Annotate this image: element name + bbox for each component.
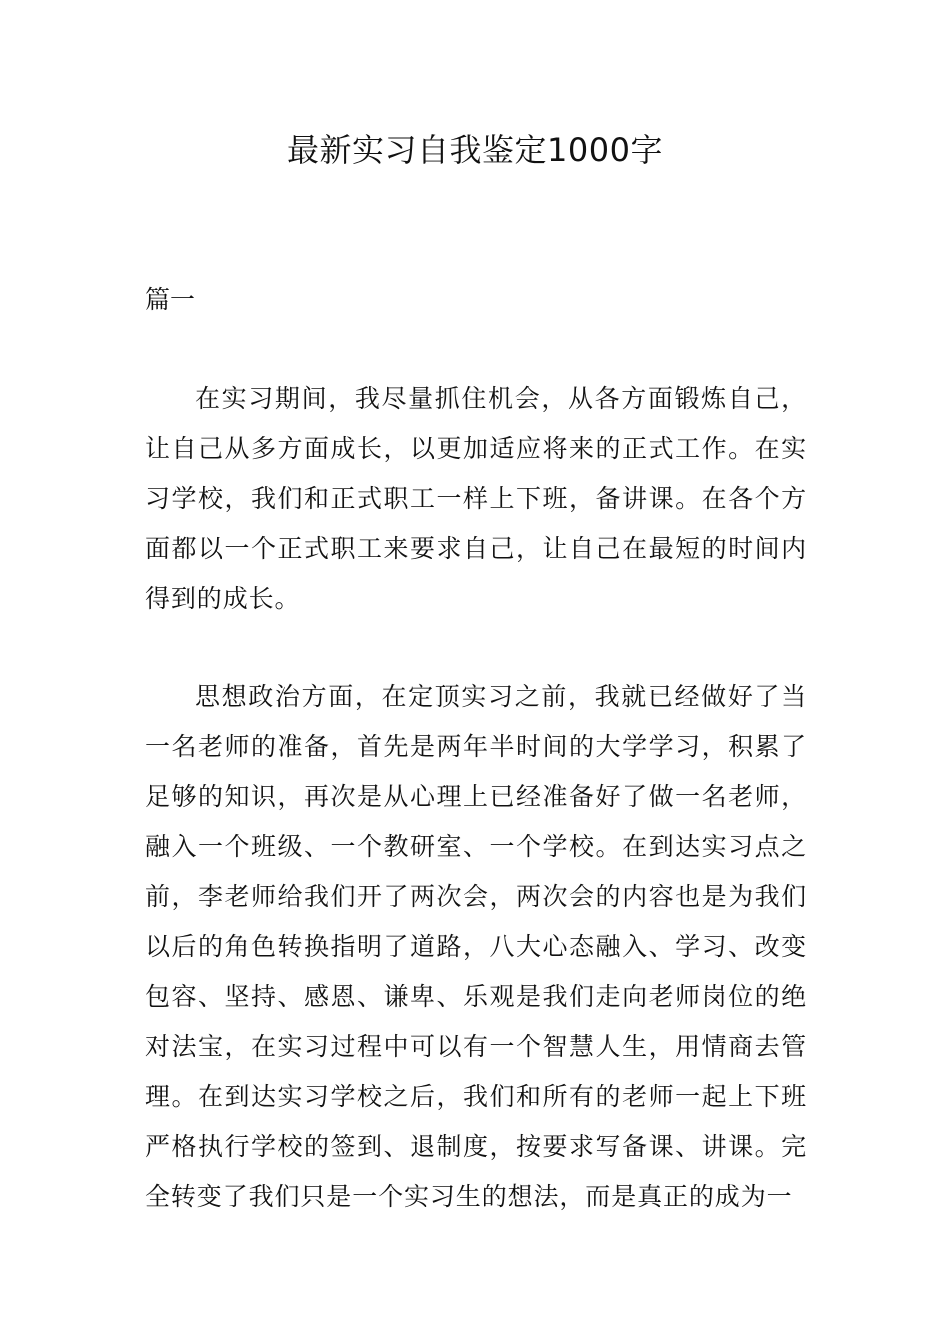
document-title: 最新实习自我鉴定1000字 <box>287 131 663 169</box>
section-label: 篇一 <box>145 285 196 314</box>
paragraph-1: 在实习期间，我尽量抓住机会，从各方面锻炼自己，让自己从多方面成长，以更加适应将来的正式工作。在实习学校，我们和正式职工一样上下班，备讲课。在各个方面都以一个正式职工来要求自己，让自己在最短的时间内得到的成长。 <box>145 384 807 613</box>
paragraph-2: 思想政治方面，在定顶实习之前，我就已经做好了当一名老师的准备，首先是两年半时间的大学学习，积累了足够的知识，再次是从心理上已经准备好了做一名老师，融入一个班级、一个教研室、一个学校。在到达实习点之前，李老师给我们开了两次会，两次会的内容也是为我们以后的角色转换指明了道路，八大心态融入、学习、改变包容、坚持、感恩、谦卑、乐观是我们走向老师岗位的绝对法宝，在实习过程中可以有一个智慧人生，用情商去管理。在到达实习学校之后，我们和所有的老师一起上下班严格执行学校的签到、退制度，按要求写备课、讲课。完全转变了我们只是一个实习生的想法，而是真正的成为一 <box>145 682 807 1211</box>
